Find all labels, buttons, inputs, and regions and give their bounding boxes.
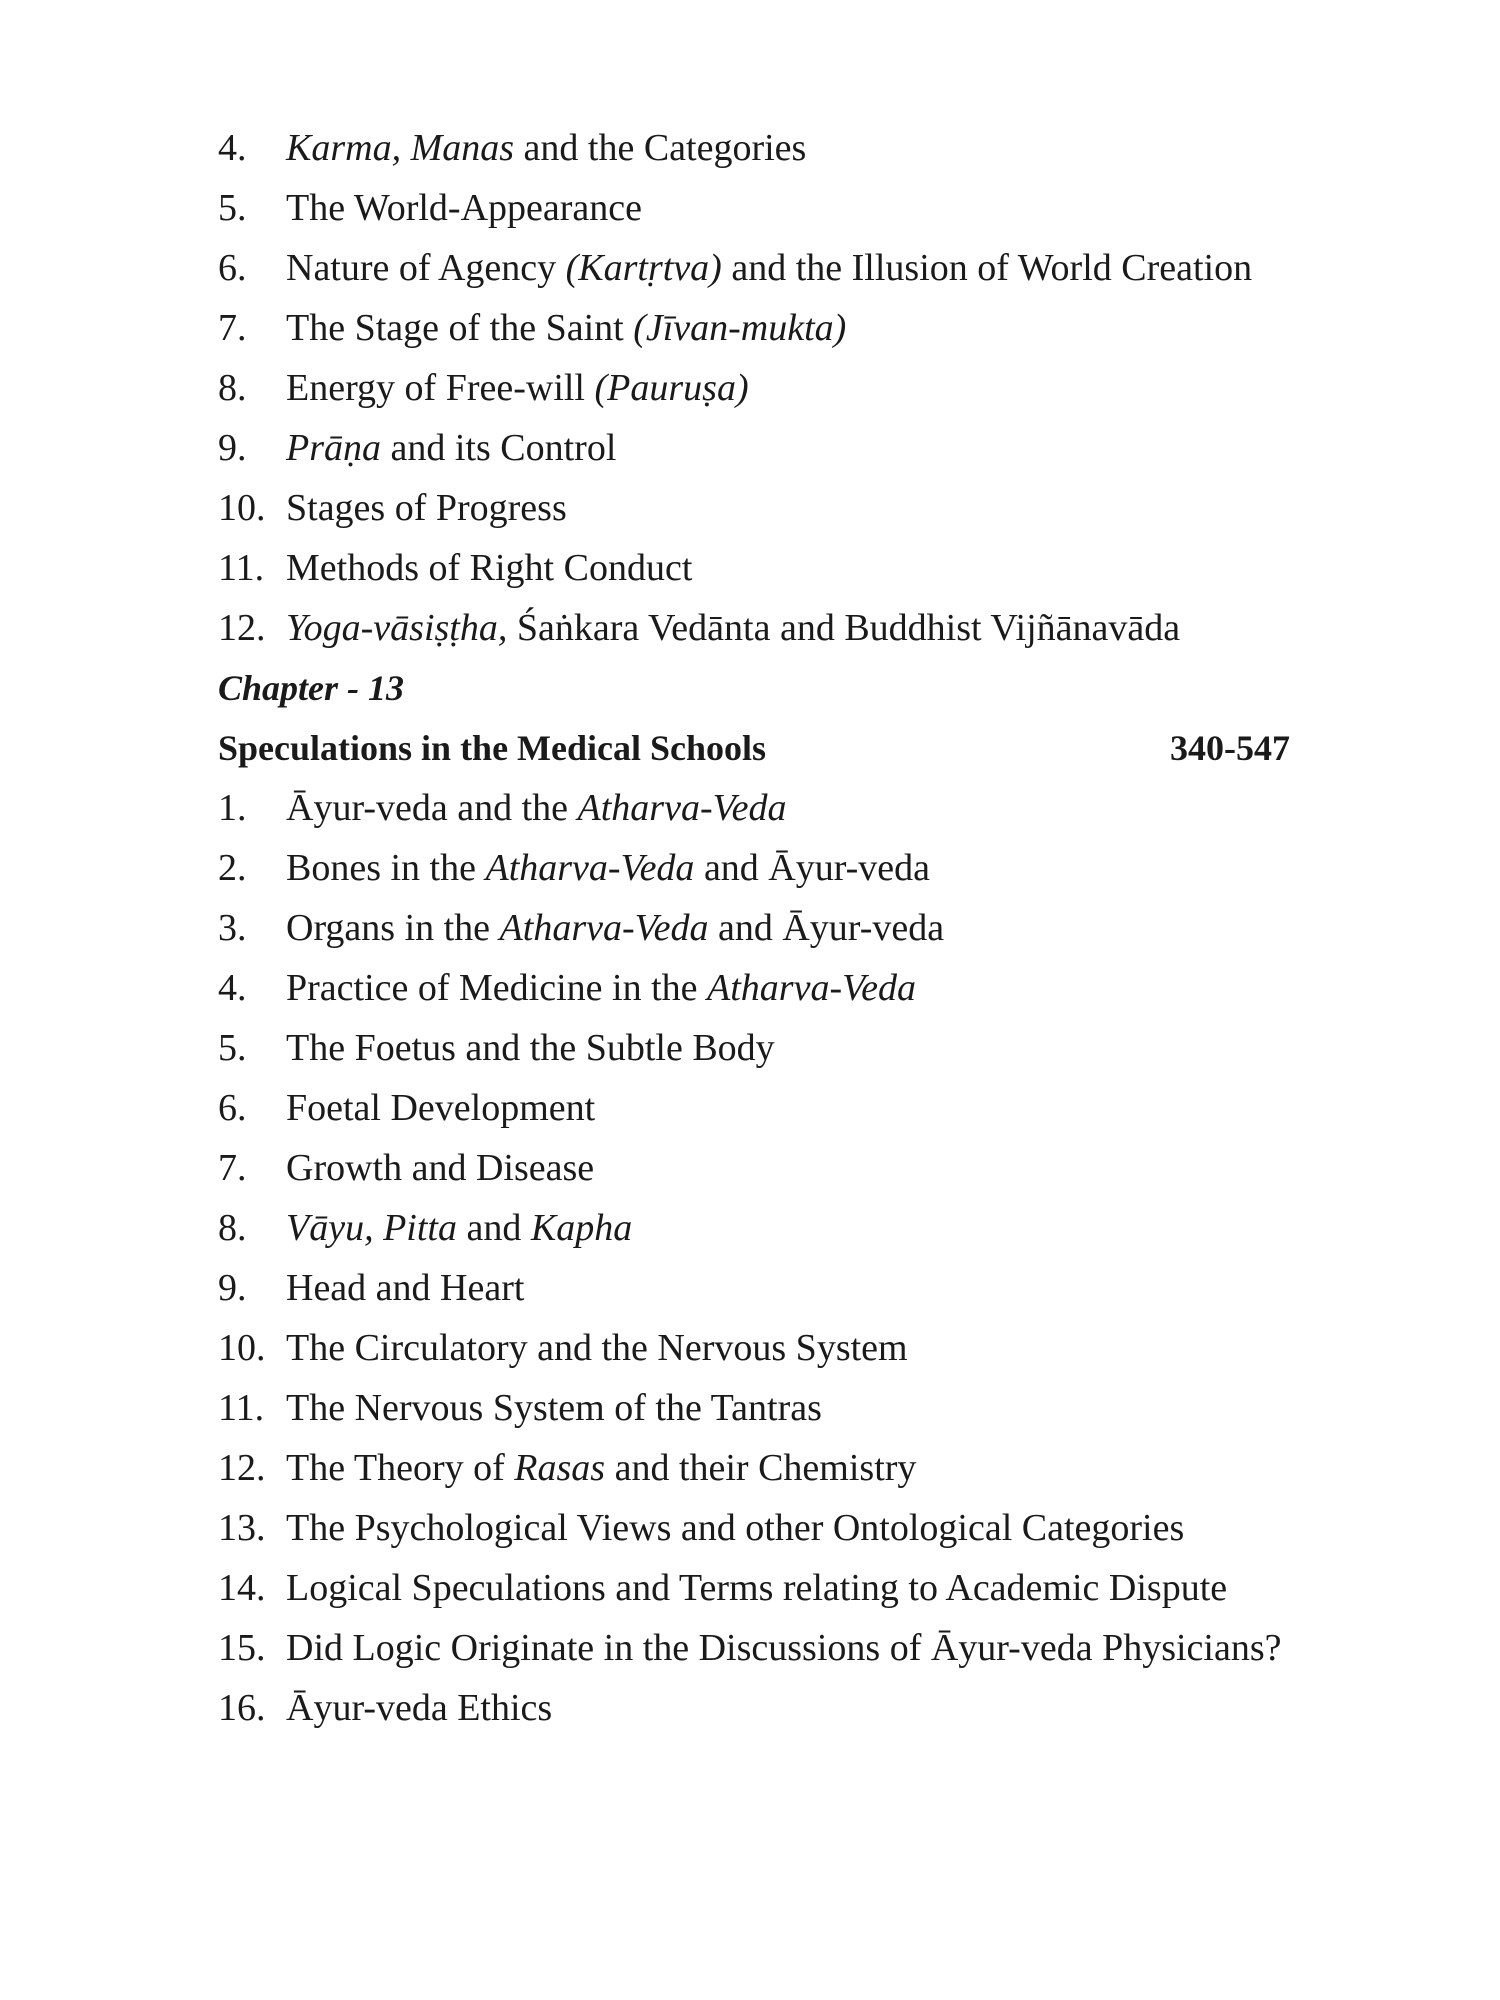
toc-entry-title-italic: (Jīvan-mukta) — [633, 307, 847, 349]
toc-entry — [218, 1384, 1290, 1433]
toc-entry-number: 4. — [218, 127, 247, 169]
toc-entry — [218, 364, 1290, 413]
toc-entry — [218, 424, 1290, 473]
toc-entry-title — [286, 604, 1290, 653]
toc-entry-title — [286, 784, 1290, 833]
toc-entry — [218, 964, 1290, 1013]
toc-entry-number: 12. — [218, 607, 266, 649]
toc-entry-number: 11. — [218, 1387, 265, 1429]
toc-entry — [218, 484, 1290, 533]
toc-entry-title — [286, 904, 1290, 953]
table-of-contents — [218, 124, 1290, 1744]
toc-entry-title-text: Did Logic Originate in the Discussions of Āyur-veda Physicians? — [286, 1627, 1282, 1669]
toc-entry — [218, 1504, 1290, 1553]
toc-entry-title — [286, 1564, 1290, 1613]
toc-entry-number: 12. — [218, 1447, 266, 1489]
toc-entry-number: 5. — [218, 187, 247, 229]
toc-entry-number: 3. — [218, 907, 247, 949]
toc-entry-title-italic: Vāyu, Pitta — [286, 1207, 457, 1249]
toc-entry-number: 2. — [218, 847, 247, 889]
toc-entry-title-italic: Prāṇa — [286, 427, 381, 469]
toc-entry-title-text: Stages of Progress — [286, 487, 567, 529]
toc-entry-title-text: Nature of Agency — [286, 247, 566, 289]
chapter-heading — [218, 724, 1290, 773]
toc-entry-title — [286, 1084, 1290, 1133]
toc-entry — [218, 604, 1290, 653]
toc-entry — [218, 544, 1290, 593]
toc-entry-number: 13. — [218, 1507, 266, 1549]
toc-entry — [218, 124, 1290, 173]
toc-entry-title-text: The Theory of — [286, 1447, 515, 1489]
toc-entry-title — [286, 244, 1290, 293]
toc-section-chapter-13 — [218, 784, 1290, 1733]
toc-entry-title-italic: Atharva-Veda — [485, 847, 695, 889]
toc-entry-title-italic: Atharva-Veda — [499, 907, 709, 949]
toc-entry-title — [286, 1444, 1290, 1493]
toc-entry-title-italic: Kapha — [530, 1207, 633, 1249]
chapter-page-range: 340-547 — [1170, 728, 1290, 768]
toc-entry-number: 14. — [218, 1567, 266, 1609]
toc-entry-title-text: and — [456, 1207, 531, 1249]
toc-entry-title — [286, 124, 1290, 173]
toc-entry-title-text: Bones in the — [286, 847, 486, 889]
toc-entry-number: 8. — [218, 1207, 247, 1249]
toc-entry-title — [286, 544, 1290, 593]
toc-entry-title — [286, 1204, 1290, 1253]
toc-entry-title-text: and their Chemistry — [605, 1447, 917, 1489]
toc-entry-title — [286, 304, 1290, 353]
toc-entry-title-text: The Psychological Views and other Ontological Categories — [286, 1507, 1185, 1549]
toc-entry — [218, 1684, 1290, 1733]
toc-entry-title-italic: Atharva-Veda — [577, 787, 787, 829]
toc-entry-number: 16. — [218, 1687, 266, 1729]
toc-entry-title-italic: Yoga-vāsiṣṭha, — [286, 607, 508, 649]
toc-entry-title — [286, 844, 1290, 893]
toc-entry-title-text: Foetal Development — [286, 1087, 596, 1129]
toc-entry-title-text: Practice of Medicine in the — [286, 967, 708, 1009]
toc-entry-title — [286, 364, 1290, 413]
toc-entry — [218, 1444, 1290, 1493]
toc-entry-title-text: The Stage of the Saint — [286, 307, 634, 349]
toc-entry — [218, 1204, 1290, 1253]
toc-entry-title — [286, 964, 1290, 1013]
toc-entry-title — [286, 484, 1290, 533]
toc-entry-title — [286, 424, 1290, 473]
toc-entry-title — [286, 1024, 1290, 1073]
toc-entry — [218, 1324, 1290, 1373]
toc-entry — [218, 844, 1290, 893]
toc-entry — [218, 904, 1290, 953]
toc-entry — [218, 304, 1290, 353]
toc-entry-title — [286, 1264, 1290, 1313]
toc-entry — [218, 1144, 1290, 1193]
toc-entry-title-italic: (Kartṛtva) — [565, 247, 722, 289]
toc-entry-title-text: Energy of Free-will — [286, 367, 595, 409]
toc-entry-title-text: Organs in the — [286, 907, 500, 949]
toc-entry-title — [286, 1324, 1290, 1373]
toc-entry — [218, 1264, 1290, 1313]
toc-entry-number: 1. — [218, 787, 247, 829]
toc-entry-number: 7. — [218, 1147, 247, 1189]
toc-entry-title-text: Āyur-veda Ethics — [286, 1687, 553, 1729]
toc-entry-title-text: Methods of Right Conduct — [286, 547, 693, 589]
toc-entry-title — [286, 1384, 1290, 1433]
toc-entry-title — [286, 1504, 1290, 1553]
toc-entry-number: 6. — [218, 247, 247, 289]
toc-entry-number: 10. — [218, 1327, 266, 1369]
chapter-label: Chapter - 13 — [218, 668, 405, 708]
toc-entry-title-text: Āyur-veda and the — [286, 787, 578, 829]
toc-entry — [218, 244, 1290, 293]
toc-entry-title-text: The Circulatory and the Nervous System — [286, 1327, 908, 1369]
toc-entry-number: 4. — [218, 967, 247, 1009]
toc-entry-title-text: Śaṅkara Vedānta and Buddhist Vijñānavāda — [507, 607, 1181, 649]
toc-entry-title-italic: (Pauruṣa) — [594, 367, 749, 409]
toc-entry-title-italic: Atharva-Veda — [707, 967, 916, 1009]
toc-entry-title-text: The World-Appearance — [286, 187, 643, 229]
toc-entry-number: 15. — [218, 1627, 266, 1669]
toc-entry-title-italic: Karma, Manas — [286, 127, 515, 169]
toc-entry-title-text: The Nervous System of the Tantras — [286, 1387, 822, 1429]
toc-entry-title-text: and its Control — [381, 427, 617, 469]
toc-entry-title — [286, 1144, 1290, 1193]
toc-entry-number: 10. — [218, 487, 266, 529]
toc-entry-title-text: Growth and Disease — [286, 1147, 595, 1189]
toc-entry — [218, 1024, 1290, 1073]
toc-entry-number: 6. — [218, 1087, 247, 1129]
toc-entry-title — [286, 1624, 1290, 1673]
toc-entry-title — [286, 184, 1290, 233]
toc-entry-title-italic: Rasas — [514, 1447, 606, 1489]
toc-entry-title-text: and Āyur-veda — [708, 907, 945, 949]
toc-entry-number: 11. — [218, 547, 265, 589]
toc-entry-title-text: Logical Speculations and Terms relating to Academic Dispute — [286, 1567, 1228, 1609]
toc-entry-title-text: and the Categories — [514, 127, 807, 169]
toc-entry — [218, 1084, 1290, 1133]
toc-entry-title-text: and the Illusion of World Creation — [721, 247, 1253, 289]
toc-entry-title-text: The Foetus and the Subtle Body — [286, 1027, 775, 1069]
toc-entry-number: 9. — [218, 427, 247, 469]
toc-entry-number: 8. — [218, 367, 247, 409]
toc-entry — [218, 784, 1290, 833]
toc-section-previous-chapter — [218, 124, 1290, 653]
toc-entry — [218, 1564, 1290, 1613]
toc-entry-title — [286, 1684, 1290, 1733]
toc-entry-number: 9. — [218, 1267, 247, 1309]
chapter-title: Speculations in the Medical Schools — [218, 728, 767, 768]
toc-entry — [218, 184, 1290, 233]
toc-entry-number: 7. — [218, 307, 247, 349]
toc-entry-number: 5. — [218, 1027, 247, 1069]
toc-entry — [218, 1624, 1290, 1673]
toc-entry-title-text: Head and Heart — [286, 1267, 525, 1309]
toc-entry-title-text: and Āyur-veda — [694, 847, 931, 889]
